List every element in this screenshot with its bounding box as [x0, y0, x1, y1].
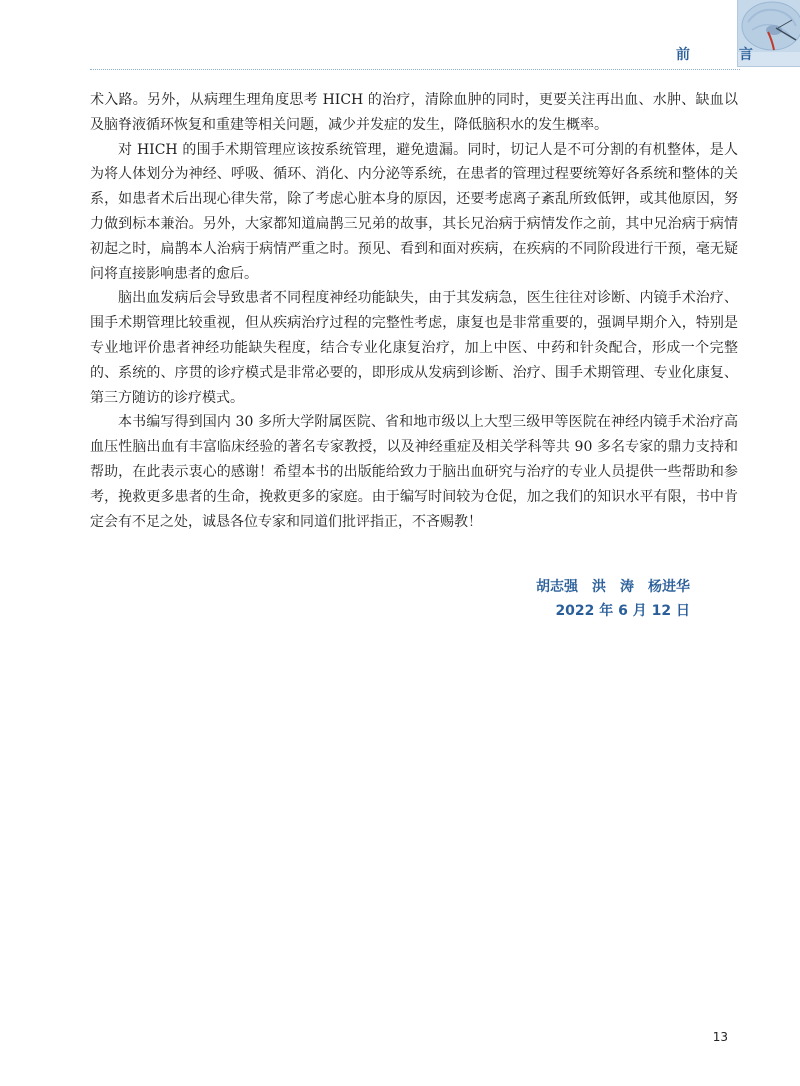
signature-date: 2022 年 6 月 12 日 [555, 603, 690, 619]
author-names: 胡志强 洪 涛 杨进华 [536, 579, 690, 595]
paragraph-4: 本书编写得到国内 30 多所大学附属医院、省和地市级以上大型三级甲等医院在神经内镜手术治疗高血压性脑出血有丰富临床经验的著名专家教授，以及神经重症及相关学科等共 90 多名专家的鼎力支持和帮助，在此表示衷心的感谢！希望本书的出版能给致力于脑出血研究与治疗的专业人员提供一些帮助和参考，挽救更多患者的生命，挽救更多的家庭。由于编写时间较为仓促，加之我们的知识水平有限，书中肯定会有不足之处，诚恳各位专家和同道们批评指正，不吝赐教！ [90, 414, 738, 530]
page-number: 13 [712, 1030, 728, 1044]
preface-body [90, 88, 738, 534]
paragraph-2: 对 HICH 的围手术期管理应该按系统管理，避免遗漏。同时，切记人是不可分割的有机整体，是人为将人体划分为神经、呼吸、循环、消化、内分泌等系统，在患者的管理过程要统筹好各系统和整体的关系，如患者术后出现心律失常，除了考虑心脏本身的原因，还要考虑离子紊乱所致低钾，或其他原因，努力做到标本兼治。另外，大家都知道扁鹊三兄弟的故事，其长兄治病于病情发作之前，其中兄治病于病情初起之时，扁鹊本人治病于病情严重之时。预见、看到和面对疾病，在疾病的不同阶段进行干预，毫无疑问将直接影响患者的愈后。 [90, 141, 738, 282]
paragraph-3: 脑出血发病后会导致患者不同程度神经功能缺失，由于其发病急，医生往往对诊断、内镜手术治疗、围手术期管理比较重视，但从疾病治疗过程的完整性考虑，康复也是非常重要的，强调早期介入，特别是专业地评价患者神经功能缺失程度，结合专业化康复治疗，加上中医、中药和针灸配合，形成一个完整的、系统的、序贯的诊疗模式是非常必要的，即形成从发病到诊断、治疗、围手术期管理、专业化康复、第三方随访的诊疗模式。 [90, 290, 738, 406]
header-divider [90, 69, 740, 70]
page-header-title: 前 言 [676, 47, 775, 63]
paragraph-1: 术入路。另外，从病理生理角度思考 HICH 的治疗，清除血肿的同时，更要关注再出血、水肿、缺血以及脑脊液循环恢复和重建等相关问题，减少并发症的发生，降低脑积水的发生概率。 [90, 92, 738, 133]
